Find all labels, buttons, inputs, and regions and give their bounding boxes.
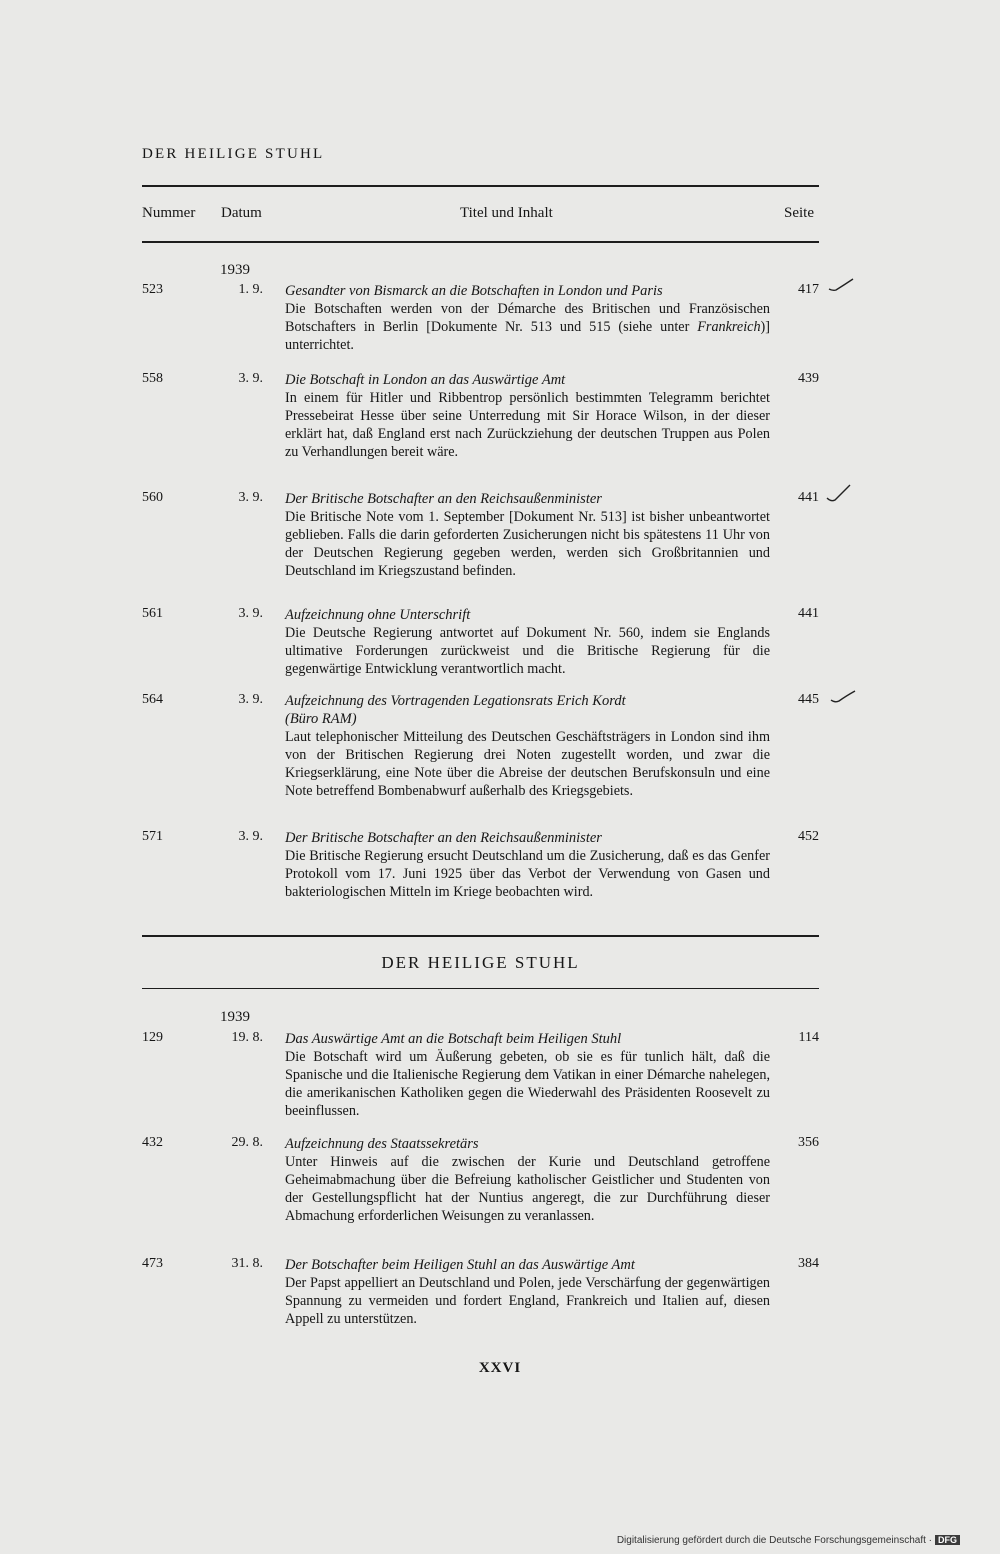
digitization-credit	[617, 1535, 960, 1546]
top-rule	[142, 185, 819, 187]
entry-description: Die Britische Note vom 1. September [Dokument Nr. 513] ist bisher unbeantwortet geblieben. Falls die darin geforderten Zusicherungen nicht bis spätestens 11 Uhr von der Deutschen Regierung gegeben werden, werden sich Großbritannien und Deutschland im Kriegszustand befinden.	[285, 509, 770, 579]
document-number: 523	[142, 282, 163, 297]
page-reference: 384	[798, 1256, 819, 1271]
page-reference: 441	[798, 490, 819, 505]
checkmark-icon	[826, 484, 852, 504]
page-reference: 356	[798, 1135, 819, 1150]
entry-title: Der Britische Botschafter an den Reichsaußenminister	[285, 491, 602, 507]
entry-description: Der Papst appelliert an Deutschland und Polen, jede Verschärfung der gegenwärtigen Spannung zu vermeiden und fordert England, Frankreich und Italien auf, diesen Appell zu unterstützen.	[285, 1275, 770, 1327]
entry-body	[285, 1030, 770, 1120]
entry-description: Die Deutsche Regierung antwortet auf Dokument Nr. 560, indem sie Englands ultimative Forderungen zurückweist und die Britische Regierung für die gegenwärtige Entwicklung verantwortlich macht.	[285, 625, 770, 677]
entry-description: Die Botschaft wird um Äußerung gebeten, ob sie es für tunlich hält, daß die Spanische und die Italienische Regierung dem Vatikan in einer Démarche nahelegen, die amerikanischen Katholiken gegen die Wiederwahl des Präsidenten Roosevelt zu beeinflussen.	[285, 1049, 770, 1119]
entry-title: Aufzeichnung des Vortragenden Legationsrats Erich Kordt	[285, 693, 626, 709]
checkmark-icon	[830, 690, 856, 704]
year-label: 1939	[220, 262, 250, 278]
entry-body	[285, 692, 770, 800]
year-label: 1939	[220, 1009, 250, 1025]
entry-body	[285, 606, 770, 678]
entry-title: Der Britische Botschafter an den Reichsaußenminister	[285, 830, 602, 846]
document-number: 473	[142, 1256, 163, 1271]
document-date: 3. 9.	[238, 490, 263, 505]
document-date: 3. 9.	[238, 371, 263, 386]
entry-description: Die Britische Regierung ersucht Deutschland um die Zusicherung, daß es das Genfer Protokoll vom 17. Juni 1925 über das Verbot der Verwendung von Gasen und bakteriologischen Mitteln im Kriege beobachten wird.	[285, 848, 770, 900]
document-date: 3. 9.	[238, 606, 263, 621]
entry-body	[285, 1256, 770, 1328]
entry-description: Laut telephonischer Mitteilung des Deutschen Geschäftsträgers in London sind ihm von der Britischen Regierung drei Noten zugestellt worden, und zwar die Kriegserklärung, eine Note über die Abreise der deutschen Berufskonsuln und eine Note betreffend Bombenabwurf außerhalb des Kriegsgebiets.	[285, 729, 770, 799]
column-header-seite: Seite	[784, 205, 814, 221]
page-number: XXVI	[478, 1360, 522, 1376]
column-header-titel: Titel und Inhalt	[460, 205, 553, 221]
entry-title: Das Auswärtige Amt an die Botschaft beim Heiligen Stuhl	[285, 1031, 622, 1047]
entry-description: In einem für Hitler und Ribbentrop persönlich bestimmten Telegramm berichtet Pressebeirat Hesse über seine Unterredung mit Sir Horace Wilson, in der dieser erklärt hat, daß England erst nach Zurückziehung der deutschen Truppen aus Polen zu Verhandlungen bereit wäre.	[285, 390, 770, 460]
entry-title: Der Botschafter beim Heiligen Stuhl an das Auswärtige Amt	[285, 1257, 635, 1273]
document-number: 432	[142, 1135, 163, 1150]
header-rule	[142, 241, 819, 243]
entry-title: Aufzeichnung des Staatssekretärs	[285, 1136, 479, 1152]
entry-description-text: )] unterrichtet.	[285, 319, 770, 353]
document-number: 564	[142, 692, 163, 707]
document-number: 571	[142, 829, 163, 844]
entry-body	[285, 490, 770, 580]
credit-text: Digitalisierung gefördert durch die Deutsche Forschungsgemeinschaft ·	[616, 1535, 932, 1546]
entry-body	[285, 371, 770, 461]
document-date: 1. 9.	[238, 282, 263, 297]
page-reference: 452	[798, 829, 819, 844]
column-header-nummer: Nummer	[142, 205, 196, 221]
page-reference: 439	[798, 371, 819, 386]
entry-description: Unter Hinweis auf die zwischen der Kurie und Deutschland getroffene Geheimabmachung über die Befreiung katholischer Geistlicher und Studenten von der Gestellungspflicht hat der Nuntius angeregt, die zur Durchführung dieser Abmachung erforderlichen Weisungen zu veranlassen.	[285, 1154, 770, 1224]
section-rule	[142, 935, 819, 937]
column-header-datum: Datum	[221, 205, 262, 221]
page-reference: 441	[798, 606, 819, 621]
document-number: 561	[142, 606, 163, 621]
entry-description	[285, 300, 770, 354]
document-number: 558	[142, 371, 163, 386]
page-reference: 114	[798, 1030, 819, 1045]
section-heading-rule	[142, 988, 819, 989]
entry-description-emphasis: Frankreich	[697, 319, 761, 335]
dfg-logo: DFG	[935, 1535, 960, 1545]
entry-title: Aufzeichnung ohne Unterschrift	[285, 607, 471, 623]
document-date: 19. 8.	[231, 1030, 263, 1045]
document-number: 129	[142, 1030, 163, 1045]
document-date: 31. 8.	[231, 1256, 263, 1271]
running-head: DER HEILIGE STUHL	[142, 146, 325, 162]
entry-title-continuation: (Büro RAM)	[285, 711, 357, 727]
document-number: 560	[142, 490, 163, 505]
entry-body	[285, 829, 770, 901]
document-date: 3. 9.	[238, 829, 263, 844]
checkmark-icon	[828, 278, 854, 292]
page-reference: 445	[798, 692, 819, 707]
entry-description-text: Die Botschaften werden von der Démarche des Britischen und Französischen Botschafters in Berlin [Dokumente Nr. 513 und 515 (siehe unter	[285, 301, 770, 335]
entry-body	[285, 282, 770, 354]
page-reference: 417	[798, 282, 819, 297]
entry-title: Die Botschaft in London an das Auswärtige Amt	[285, 372, 566, 388]
entry-body	[285, 1135, 770, 1225]
document-date: 3. 9.	[238, 692, 263, 707]
section-heading: DER HEILIGE STUHL	[381, 953, 580, 972]
document-date: 29. 8.	[231, 1135, 263, 1150]
entry-title: Gesandter von Bismarck an die Botschaften in London und Paris	[285, 283, 663, 299]
